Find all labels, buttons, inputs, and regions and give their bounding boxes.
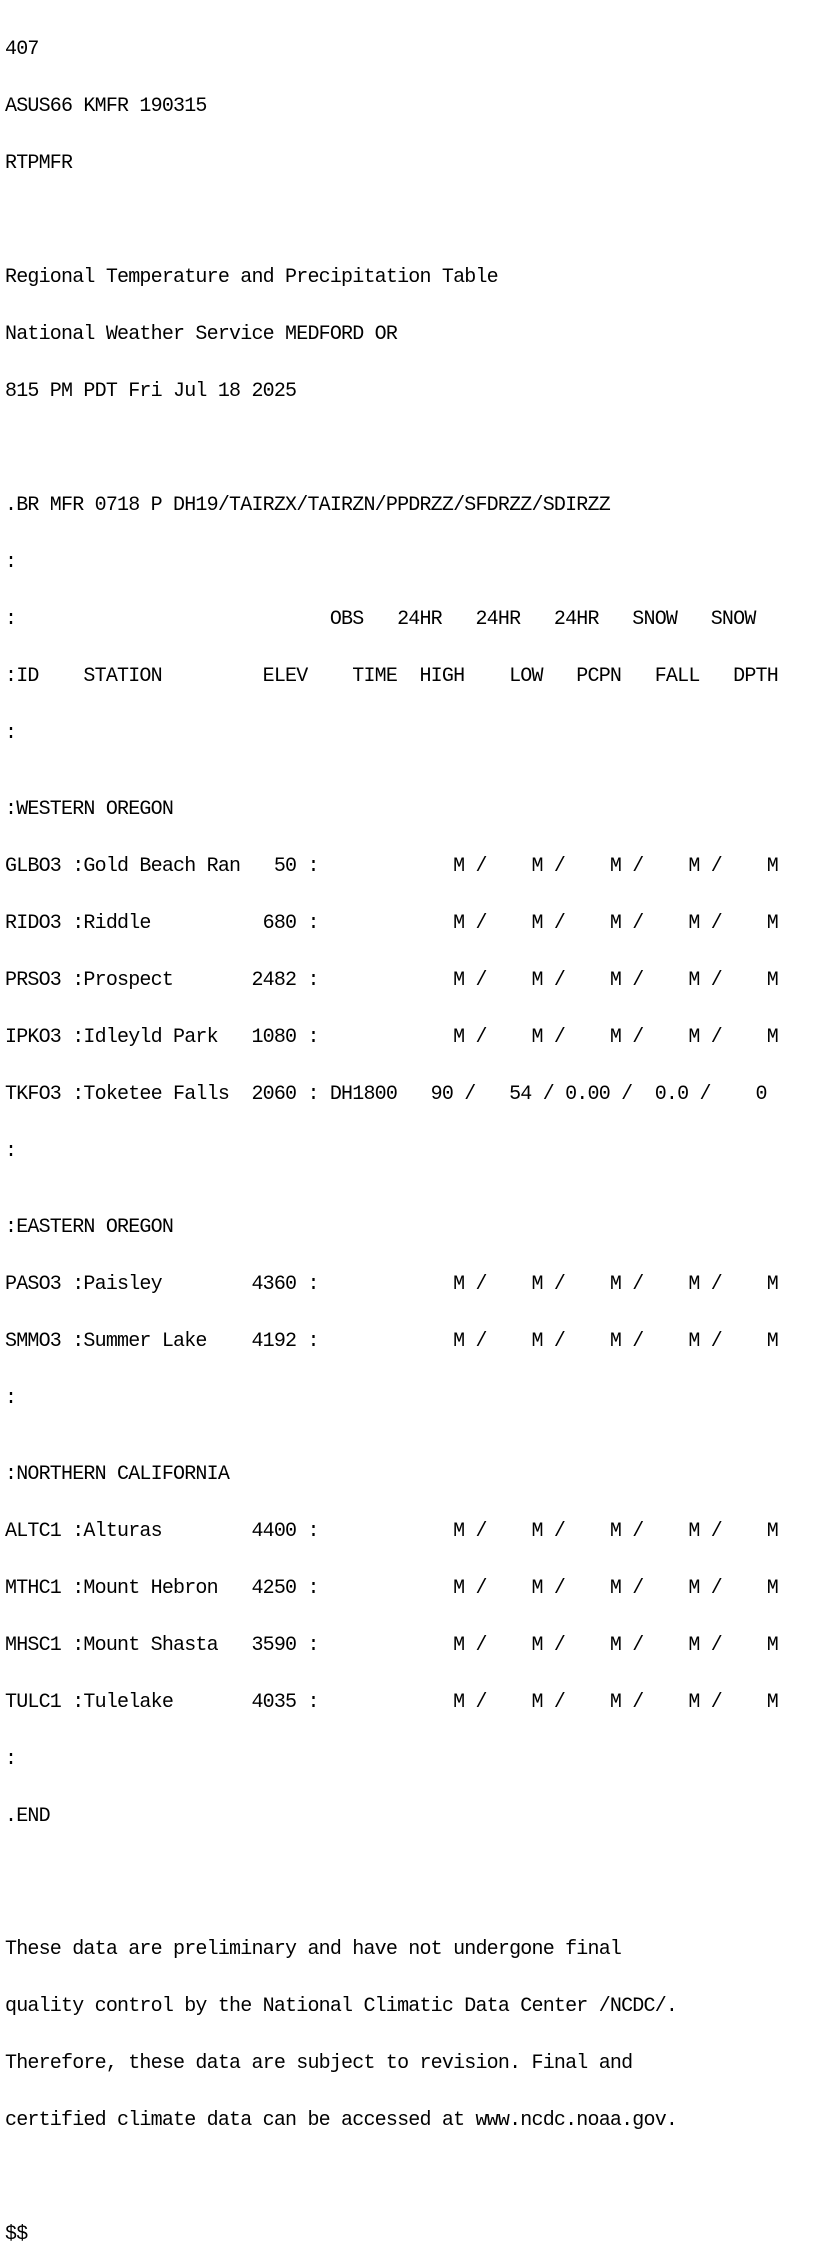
station-row: RIDO3 :Riddle 680 : M / M / M / M / M xyxy=(5,912,778,935)
station-row: ALTC1 :Alturas 4400 : M / M / M / M / M xyxy=(5,1520,778,1543)
station-row: IPKO3 :Idleyld Park 1080 : M / M / M / M / M xyxy=(5,1026,778,1049)
product-terminator: $$ xyxy=(5,2223,28,2246)
disclaimer-line: Therefore, these data are subject to revision. Final and xyxy=(5,2052,633,2075)
disclaimer-line: quality control by the National Climatic Data Center /NCDC/. xyxy=(5,1995,678,2018)
column-header-row-1: : OBS 24HR 24HR 24HR SNOW SNOW xyxy=(5,608,756,631)
station-row: PRSO3 :Prospect 2482 : M / M / M / M / M xyxy=(5,969,778,992)
colon-separator: : xyxy=(5,1140,17,1163)
end-marker: .END xyxy=(5,1805,50,1828)
product-title: Regional Temperature and Precipitation Table xyxy=(5,266,498,289)
station-row: MHSC1 :Mount Shasta 3590 : M / M / M / M / M xyxy=(5,1634,778,1657)
station-row: PASO3 :Paisley 4360 : M / M / M / M / M xyxy=(5,1273,778,1296)
colon-separator: : xyxy=(5,1387,17,1410)
sequence-number: 407 xyxy=(5,38,39,61)
issuing-office: National Weather Service MEDFORD OR xyxy=(5,323,398,346)
colon-separator: : xyxy=(5,551,17,574)
issue-time: 815 PM PDT Fri Jul 18 2025 xyxy=(5,380,297,403)
awips-id: RTPMFR xyxy=(5,152,73,175)
column-header-row-2: :ID STATION ELEV TIME HIGH LOW PCPN FALL DPTH xyxy=(5,665,778,688)
station-row: TKFO3 :Toketee Falls 2060 : DH1800 90 / 54 / 0.00 / 0.0 / 0 xyxy=(5,1083,767,1106)
station-row: SMMO3 :Summer Lake 4192 : M / M / M / M / M xyxy=(5,1330,778,1353)
station-row: GLBO3 :Gold Beach Ran 50 : M / M / M / M / M xyxy=(5,855,778,878)
disclaimer-line: These data are preliminary and have not undergone final xyxy=(5,1938,622,1961)
station-row: TULC1 :Tulelake 4035 : M / M / M / M / M xyxy=(5,1691,778,1714)
blank-line xyxy=(5,2168,826,2187)
wmo-header: ASUS66 KMFR 190315 xyxy=(5,95,207,118)
shef-br-line: .BR MFR 0718 P DH19/TAIRZX/TAIRZN/PPDRZZ/SFDRZZ/SDIRZZ xyxy=(5,494,610,517)
region-title: :EASTERN OREGON xyxy=(5,1216,174,1239)
blank-line xyxy=(5,439,826,458)
region-title: :NORTHERN CALIFORNIA xyxy=(5,1463,230,1486)
blank-line xyxy=(5,1864,826,1883)
region-title: :WESTERN OREGON xyxy=(5,798,174,821)
station-row: MTHC1 :Mount Hebron 4250 : M / M / M / M / M xyxy=(5,1577,778,1600)
colon-separator: : xyxy=(5,1748,17,1771)
disclaimer-line: certified climate data can be accessed at www.ncdc.noaa.gov. xyxy=(5,2109,678,2132)
blank-line xyxy=(5,211,826,230)
colon-separator: : xyxy=(5,722,17,745)
